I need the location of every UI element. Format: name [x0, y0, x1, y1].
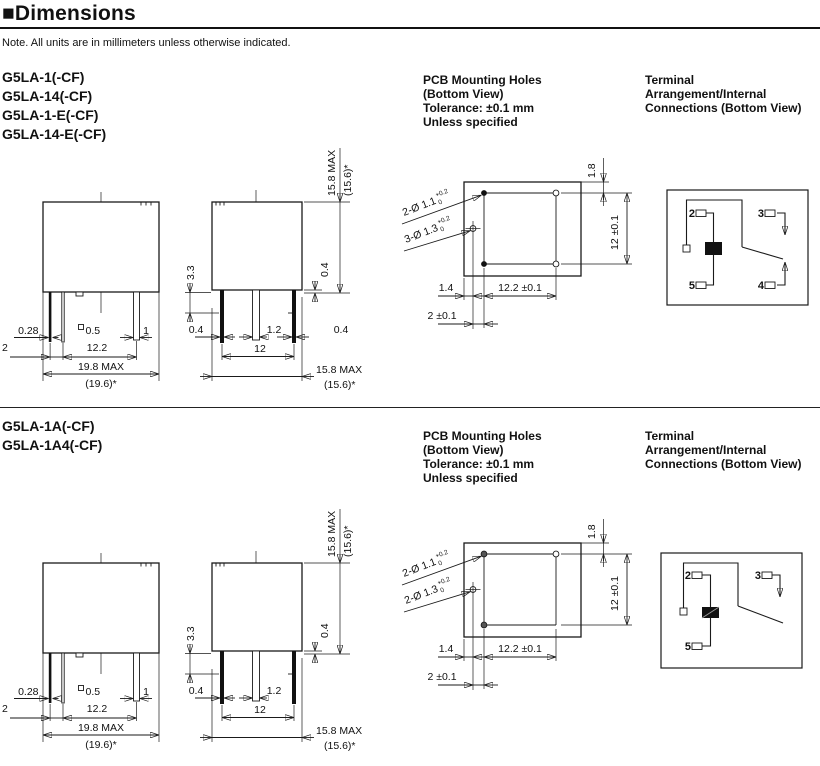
- dim-width-ref: (19.6)*: [85, 378, 117, 390]
- dim-pin-pitch: 12.2: [86, 342, 108, 354]
- page-title: ■Dimensions: [2, 2, 136, 25]
- dim-depth-max: 15.8 MAX: [316, 364, 363, 376]
- dim-pin-left: 0.4: [188, 685, 204, 697]
- hole-tolerance-sup: +0.2: [434, 548, 450, 561]
- dim-pin-pitch: 12: [254, 343, 266, 355]
- dim-pin-right: 0.4: [333, 324, 349, 336]
- dim-height-ref: (15.6)*: [342, 164, 354, 196]
- dim-pin-width: 0.28: [18, 325, 39, 337]
- terminal-number-2: 2: [688, 208, 695, 220]
- terminal-number-2: 2: [684, 570, 691, 582]
- model-list-2: [2, 417, 102, 455]
- hole-coil-top: [481, 551, 487, 557]
- dim-pin-width: 1: [143, 325, 149, 337]
- dim-edge-offset: 1.8: [586, 163, 598, 178]
- dim-width-ref: (19.6)*: [85, 739, 117, 751]
- model-name: G5LA-1A(-CF): [2, 418, 95, 434]
- dim-pin-pitch: 12: [254, 704, 266, 716]
- hole-tolerance-sup: +0.2: [436, 575, 452, 588]
- dim-square-hole: 0.5: [85, 325, 101, 337]
- dim-depth-max: 15.8 MAX: [316, 725, 363, 737]
- hole-tolerance-sub: 0: [439, 586, 446, 595]
- section-divider: [0, 407, 820, 408]
- terminal-number-5: 5: [688, 280, 695, 292]
- relay-side-view-1: [183, 140, 393, 400]
- relay-front-view-1: [0, 150, 180, 400]
- dim-row-pitch: 12 ±0.1: [609, 576, 621, 611]
- title-rule: [0, 27, 820, 29]
- dim-row-pitch: 12 ±0.1: [609, 215, 621, 250]
- dim-pin-center: 1.2: [266, 324, 282, 336]
- dim-standoff: 3.3: [185, 626, 197, 641]
- relay-front-view-2: [0, 511, 180, 761]
- dim-depth-ref: (15.6)*: [324, 379, 356, 391]
- hole-tolerance-sup: +0.2: [434, 187, 450, 200]
- dim-height-max: 15.8 MAX: [326, 510, 338, 557]
- dim-standoff: 3.3: [185, 265, 197, 280]
- pcb-mounting-holes-1: [390, 148, 640, 348]
- hole-contact-top: [553, 190, 559, 196]
- dim-gap: 0.4: [319, 623, 331, 638]
- coil-symbol: [705, 242, 722, 255]
- dim-hole-offset-1: 1.4: [438, 282, 454, 294]
- dim-pin-width: 0.28: [18, 686, 39, 698]
- com-contact-symbol: [680, 608, 687, 615]
- dim-hole-offset-1: 1.4: [438, 643, 454, 655]
- terminal-heading-1: Terminal Arrangement/Internal Connections (Bottom View): [645, 73, 802, 115]
- hole-contact-bottom: [553, 261, 559, 267]
- model-name: G5LA-1(-CF): [2, 69, 85, 85]
- hole-callout-1: 2-Ø 1.1: [400, 195, 438, 219]
- dim-gap: 0.4: [319, 262, 331, 277]
- model-name: G5LA-14-E(-CF): [2, 126, 107, 142]
- model-list-1: [2, 68, 106, 144]
- dim-pin-left: 0.4: [188, 324, 204, 336]
- hole-contact-top: [553, 551, 559, 557]
- terminal-arrangement-2: [655, 546, 820, 676]
- hole-callout-2: 2-Ø 1.3: [402, 583, 440, 607]
- dim-pin-center: 1.2: [266, 685, 282, 697]
- dim-pin-pitch: 2: [2, 703, 8, 715]
- dim-width-max: 19.8 MAX: [77, 722, 125, 734]
- terminal-number-5: 5: [684, 641, 691, 653]
- hole-tolerance-sub: 0: [437, 559, 444, 568]
- terminal-number-3: 3: [757, 208, 764, 220]
- dim-hole-offset-2: 2 ±0.1: [427, 310, 457, 322]
- hole-callout-1: 2-Ø 1.1: [400, 556, 438, 580]
- switch-blade: [738, 606, 783, 623]
- hole-tolerance-sub: 0: [437, 198, 444, 207]
- switch-blade: [742, 247, 783, 259]
- dim-height-max: 15.8 MAX: [326, 149, 338, 196]
- units-note: Note. All units are in millimeters unless otherwise indicated.: [2, 37, 291, 49]
- hole-coil-top: [481, 190, 487, 196]
- dim-pin-pitch: 2: [2, 342, 8, 354]
- model-name: G5LA-14(-CF): [2, 88, 93, 104]
- hole-coil-bottom: [481, 622, 487, 628]
- model-name: G5LA-1-E(-CF): [2, 107, 99, 123]
- dim-col-pitch: 12.2 ±0.1: [498, 282, 542, 294]
- dim-pin-pitch: 12.2: [86, 703, 108, 715]
- com-contact-symbol: [683, 245, 690, 252]
- model-name: G5LA-1A4(-CF): [2, 437, 103, 453]
- dim-edge-offset: 1.8: [586, 524, 598, 539]
- dim-col-pitch: 12.2 ±0.1: [498, 643, 542, 655]
- hole-tolerance-sup: +0.2: [436, 214, 452, 227]
- pcb-holes-heading-2: PCB Mounting Holes (Bottom View) Tolerance: ±0.1 mm Unless specified: [423, 429, 542, 485]
- pcb-holes-heading-1: PCB Mounting Holes (Bottom View) Tolerance: ±0.1 mm Unless specified: [423, 73, 542, 129]
- hole-tolerance-sub: 0: [439, 225, 446, 234]
- dim-pin-width: 1: [143, 686, 149, 698]
- terminal-arrangement-1: [655, 183, 820, 313]
- terminal-heading-2: Terminal Arrangement/Internal Connections (Bottom View): [645, 429, 802, 471]
- dim-width-max: 19.8 MAX: [77, 361, 125, 373]
- dim-hole-offset-2: 2 ±0.1: [427, 671, 457, 683]
- terminal-number-3: 3: [754, 570, 761, 582]
- dim-square-hole: 0.5: [85, 686, 101, 698]
- pcb-mounting-holes-2: [390, 509, 640, 709]
- dim-depth-ref: (15.6)*: [324, 740, 356, 752]
- dim-height-ref: (15.6)*: [342, 525, 354, 557]
- hole-coil-bottom: [481, 261, 487, 267]
- relay-side-view-2: [183, 501, 393, 761]
- hole-callout-2: 3-Ø 1.3: [402, 222, 440, 246]
- terminal-number-4: 4: [757, 280, 764, 292]
